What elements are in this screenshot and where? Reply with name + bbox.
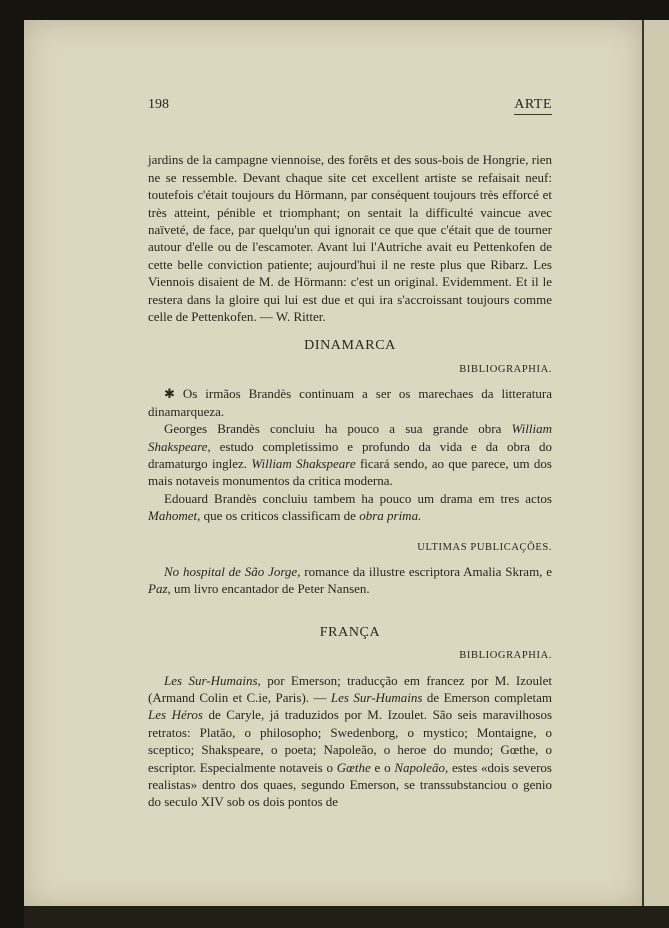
paragraph-ultimas-publicacoes: No hospital de São Jorge, romance da illustre escriptora Amalia Skram, e Paz, um livro encantador de Peter Nansen. — [148, 563, 553, 597]
page-content — [148, 96, 552, 811]
subheading-bibliographia-dinamarca: BIBLIOGRAPHIA. — [459, 363, 552, 375]
facing-page-edge — [642, 20, 669, 908]
subheading-ultimas-publicacoes: ULTIMAS PUBLICAÇÕES. — [417, 541, 552, 553]
subheading-bibliographia-franca: BIBLIOGRAPHIA. — [459, 650, 552, 662]
page-number: 198 — [148, 97, 169, 112]
page-header — [148, 96, 552, 115]
section-title-franca: FRANÇA — [319, 624, 381, 640]
section-title-dinamarca: DINAMARCA — [304, 338, 396, 354]
intro-paragraph: jardins de la campagne viennoise, des forêts et des sous-bois de Hongrie, rien ne se ressemble. Devant chaque site cet excellent artiste se refaisait neuf: toutefois c'était toujours du Hörmann, par conséquent toujours très efforcé et très atteint, pénible et triomphant; on sentait la difficulté vaincue avec naïveté, de face, par quelqu'un qui ignorait ce que que c'était que de tourner autour d'elle ou de l'escamoter. Avant lui l'Autriche avait eu Pettenkofen de cette belle conviction patiente; aujourd'hui il ne reste plus que Ribarz. Les Viennois disaient de M. de Hörmann: c'est un original. Evidemment. Et il le restera dans la gloire qui lui est due et qui ira s'accroissant toujours comme celle de Pettenkofen. — W. Ritter. — [148, 152, 552, 325]
paragraph-les-sur-humains: Les Sur-Humains, por Emerson; traducção em francez por M. Izoulet (Armand Colin et C.ie, Paris). — Les Sur-Humains de Emerson completam Les Héros de Caryle, já traduzidos por M. Izoulet. São seis maravilhosos retratos: Platão, o philosopho; Swedenborg, o mystico; Montaigne, o sceptico; Shakspeare, o poeta; Napoleão, o heroe do mundo; Gœthe, o escriptor. Especialmente notaveis o Gœthe e o Napoleão, estes «dois severos realistas» dentro dos quaes, segundo Emerson, se transsubstanciou o genio do seculo XIV sob os dois pontos de — [148, 672, 553, 810]
scan-border — [24, 906, 669, 928]
paragraph-georges-brandes: Georges Brandès concluiu ha pouco a sua grande obra William Shakspeare, estudo completissimo e profundo da vida e da obra do dramaturgo inglez. William Shakspeare ficará sendo, ao que parece, um dos mais notaveis monumentos da critica moderna. — [148, 421, 552, 489]
running-head: ARTE — [514, 96, 552, 115]
paragraph-edouard-brandes: Edouard Brandès concluiu tambem ha pouco um drama em tres actos Mahomet, que os criticos classificam de obra prima. — [148, 490, 552, 524]
paragraph-brandes-brothers: ✱ Os irmãos Brandès continuam a ser os marechaes da litteratura dinamarqueza. — [148, 386, 552, 419]
